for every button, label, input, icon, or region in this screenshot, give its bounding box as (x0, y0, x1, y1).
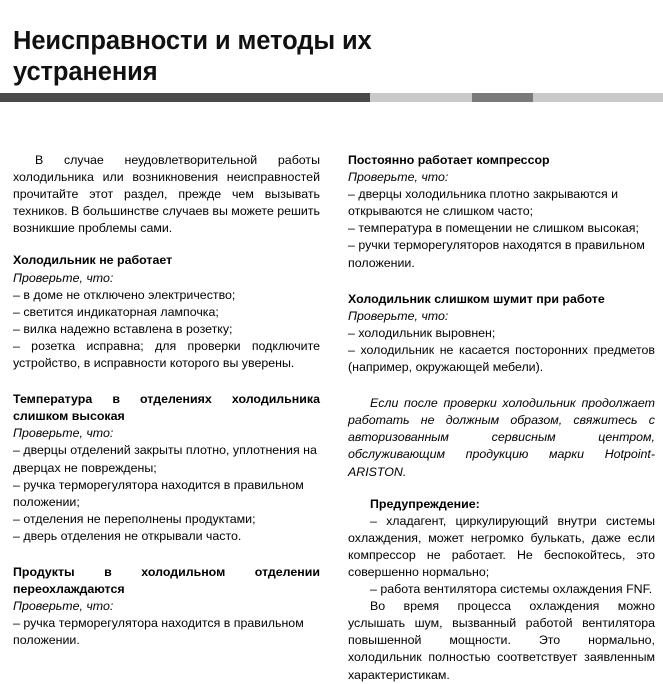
check-item: – ручки терморегуляторов находятся в правильном положении. (348, 238, 645, 270)
check-item: – холодильник выровнен; (348, 325, 496, 340)
warning-item: – работа вентилятора системы охлаждения FNF. (370, 582, 653, 597)
spacer (13, 372, 320, 391)
section-fridge-not-working (13, 252, 320, 372)
left-column (13, 152, 320, 649)
check-item: – светится индикаторная лампочка; (13, 304, 219, 319)
section-subheading: Проверьте, что: (13, 270, 114, 285)
right-column (348, 152, 655, 684)
section-heading: Температура в отделениях холодильника слишком высокая (13, 392, 320, 424)
check-item: – ручка терморегулятора находится в правильном положении; (13, 477, 304, 509)
section-compressor-always-running (348, 152, 655, 272)
check-item: – дверцы отделений закрыты плотно, уплотнения на дверцах не повреждены; (13, 443, 317, 475)
section-heading: Постоянно работает компрессор (348, 153, 550, 167)
warning-closing-paragraph: Во время процесса охлаждения можно услышать шум, вызванный работой вентилятора повышенной мощности. Это нормально, холодильник полностью соответствует заявленным характеристикам. (348, 599, 655, 682)
service-center-note: Если после проверки холодильник продолжает работать не должным образом, свяжитесь с авторизованным сервисным центром, обслуживающим продукцию марки Hotpoint-ARISTON. (348, 396, 655, 479)
warning-heading: Предупреждение: (370, 496, 480, 511)
section-divider-bar (0, 93, 663, 102)
warning-block (348, 496, 655, 684)
section-heading: Продукты в холодильном отделении переохлаждаются (13, 564, 320, 597)
check-item: – отделения не переполнены продуктами; (13, 511, 256, 526)
spacer (348, 376, 655, 395)
page-title: Неисправности и методы их устранения (13, 27, 372, 87)
check-item: – розетка исправна; для проверки подключите устройство, в исправности которого вы уверены. (13, 338, 320, 371)
divider-segment-dark-primary (0, 93, 370, 102)
divider-segment-light-2 (533, 93, 663, 102)
section-subheading: Проверьте, что: (348, 170, 449, 185)
warning-item: – хладагент, циркулирующий внутри системы охлаждения, может негромко булькать, даже если компрессор не работает. Не беспокойтесь, это совершенно нормально; (348, 513, 655, 579)
section-heading: Холодильник не работает (13, 253, 173, 268)
check-item: – вилка надежно вставлена в розетку; (13, 321, 233, 336)
intro-paragraph: В случае неудовлетворительной работы холодильника или возникновения неисправностей прочитайте этот раздел, прежде чем вызывать техников. В большинстве случаев вы можете решить возникшие проблемы сами. (13, 153, 320, 236)
section-fridge-too-noisy (348, 291, 655, 376)
check-item: – в доме не отключено электричество; (13, 287, 236, 302)
section-subheading: Проверьте, что: (348, 308, 449, 323)
spacer (13, 545, 320, 564)
divider-segment-light-1 (370, 93, 472, 102)
section-temperature-too-high (13, 391, 320, 545)
divider-segment-medium (472, 93, 533, 102)
check-item: – дверь отделения не открывали часто. (13, 528, 242, 543)
section-subheading: Проверьте, что: (13, 426, 114, 441)
check-item: – дверцы холодильника плотно закрываются и открываются не слишком часто; (348, 187, 619, 219)
check-item: – холодильник не касается посторонних предметов (например, окружающей мебели). (348, 342, 655, 375)
section-food-overcooling (13, 564, 320, 649)
check-item: – температура в помещении не слишком высокая; (348, 221, 639, 236)
spacer (348, 272, 655, 291)
check-item: – ручка терморегулятора находится в правильном положении. (13, 616, 304, 648)
section-heading: Холодильник слишком шумит при работе (348, 291, 605, 306)
section-subheading: Проверьте, что: (13, 599, 114, 614)
